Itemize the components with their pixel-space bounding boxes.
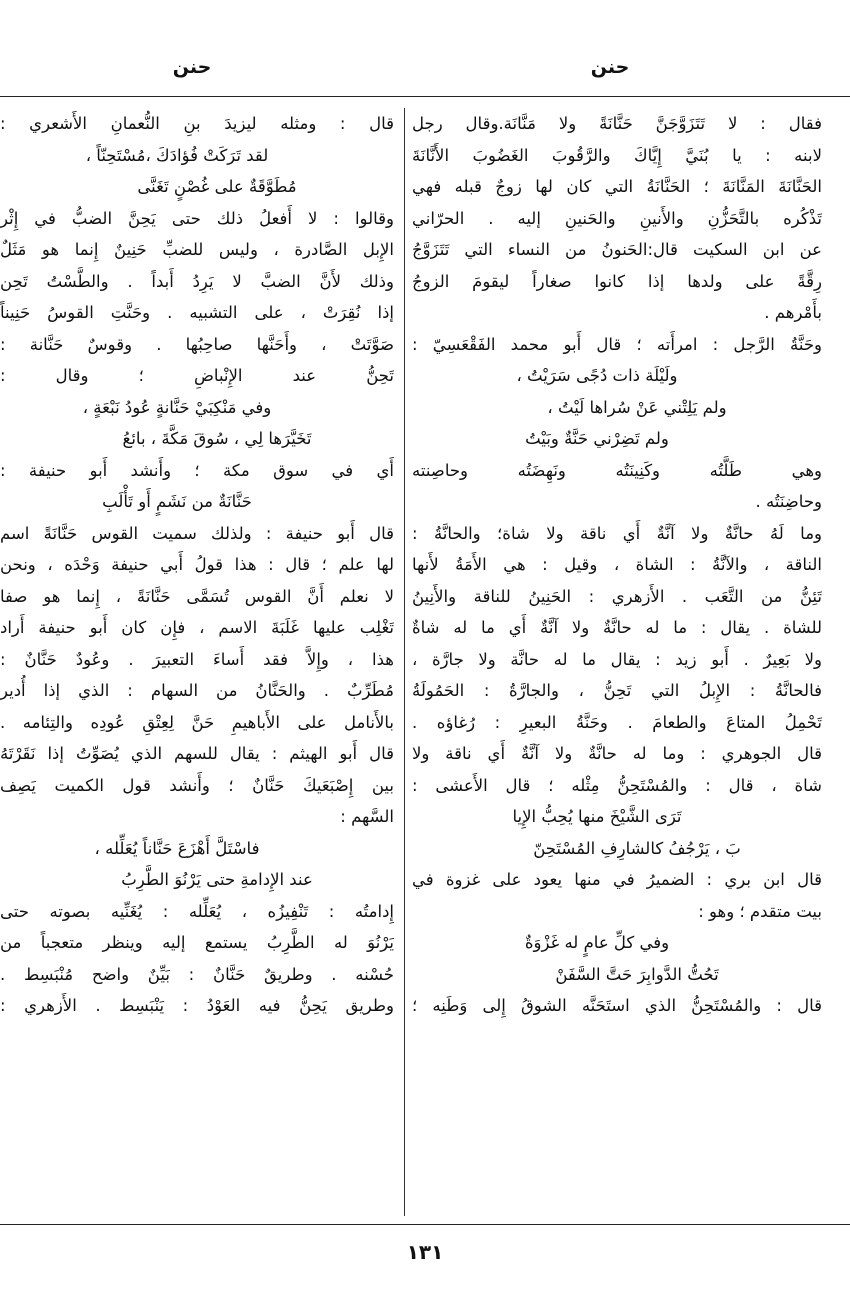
text-line: بأَمْرهم . xyxy=(764,303,822,322)
text-line: تَحِنُّ عند الإِنْباضِ ؛ وقال : xyxy=(0,366,394,385)
text-line: قال : ومثله ليزيدَ بنِ النُّعمانِ الأَشعري : xyxy=(0,114,394,133)
text-line: تَئِنُّ من التَّعَب . الأَزهري : الحَنِينُ للناقة والأَنِينُ xyxy=(412,586,822,606)
text-line: لها علم ؛ قال : هذا قولُ أَبي حنيفة وَحْدَه ، ونحن xyxy=(0,555,394,574)
text-line: أَي في سوق مكة ؛ وأَنشد أَبو حنيفة : xyxy=(0,460,394,480)
text-line: الحَنَّانَةَ المَنَّانَةَ ؛ الحَنَّانَةُ التي كان لها زوجٌ قبله فهي xyxy=(412,177,822,196)
verse-line: ولَيْلَة ذات دُجًى سَرَيْتُ ، xyxy=(516,366,678,385)
text-line: بيت متقدم ؛ وهو : xyxy=(698,901,822,921)
verse-line: وفي مَنْكِبَيْ حَنَّانةٍ عُودُ نَبْعَةٍ ، xyxy=(82,397,272,417)
text-line: لا نعلم أَنَّ القوس تُسَمَّى حَنَّانَةً ، إِنما هو صفا xyxy=(0,586,394,606)
column-divider xyxy=(404,108,405,1216)
text-line: إِدامتُه : تَنْفِيزُه ، يُعَلِّله : يُغَنِّيه بصوته حتى xyxy=(0,901,394,921)
text-line: ولا بَعِيرٌ . أَبو زيد : يقال ما له حانَّة ولا جارَّة ، xyxy=(412,649,822,669)
text-line: هذا ، وإِلاَّ فقد أَساءَ التعبيرَ . وعُودٌ حَنَّانٌ : xyxy=(0,649,394,669)
text-line: قال أَبو الهيثم : يقال للسهم الذي يُصَوِّتُ إذا نَقَرْتَهُ xyxy=(0,744,394,763)
footer-rule xyxy=(0,1224,850,1225)
verse-line: ولم تَضِرْني حَنَّةٌ وبَيْتُ xyxy=(525,429,669,448)
header-rule xyxy=(0,96,850,97)
text-line: وحَنَّةُ الرَّجل : امرأَته ؛ قال أَبو محمد الفَقْعَسِيّ : xyxy=(412,334,822,354)
text-line: فالحانَّةُ : الإِبلُ التي تَحِنُّ ، والجارَّةُ : الحَمُولَةُ xyxy=(412,681,822,700)
text-line: السَّهم : xyxy=(340,807,394,826)
text-line: للشاة . يقال : ما له حانَّةٌ ولا آنَّةٌ أَي ما له شاةٌ xyxy=(412,618,822,637)
verse-line: تَخَيَّرَها لِي ، سُوقَ مَكَّةَ ، بائعُ xyxy=(122,429,312,448)
text-line: وذلك لأَنَّ الضبَّ لا يَرِدُ أَبداً . والطَّسْتُ تَحِن xyxy=(0,271,394,291)
verse-line: تَحُتُّ الدَّوابِرَ حَتَّ السَّفَنْ xyxy=(555,964,719,984)
text-line: حُسْنه . وطريقٌ حَنَّانٌ : بَيِّنٌ واضح مُنْبَسِط . xyxy=(0,964,394,984)
verse-line: فاسْتَلَّ أَهْزَعَ حَنَّاناً يُعَلِّله ، xyxy=(94,838,260,858)
text-line: فقال : لا تَتَزَوَّجَنَّ حَنَّانَةً ولا مَنَّانَة.وقال رجل xyxy=(412,114,822,133)
text-line: وهي طَلَّتُه وكَنِينَتُه ونَهِضَتُه وحاصِنته xyxy=(412,460,822,480)
text-line: يَرْنُوَ له الطَّرِبُ يستمع إليه وينظر متعجباً من xyxy=(0,933,394,952)
text-line: وحاضِنَتُه . xyxy=(755,492,822,511)
right-column xyxy=(412,108,822,1022)
page-number: ١٣١ xyxy=(406,1240,444,1264)
text-line: وطريق يَحِنُّ فيه العَوْدُ : يَنْبَسِط . الأَزهري : xyxy=(0,996,394,1015)
running-head-right: حنن xyxy=(590,56,630,78)
text-line: وقالوا : لا أَفعلُ ذلك حتى يَحِنَّ الضبُّ في إِثْر xyxy=(0,208,394,228)
text-line: الإِبل الصَّادرة ، وليس للضبِّ حَنِينٌ إِنما هو مَثَلٌ xyxy=(0,240,394,259)
verse-line: ولم يَلِتْني عَنْ سُراها لَيْتُ ، xyxy=(547,397,727,417)
text-line: وما لَهُ حانَّةٌ ولا آنَّةٌ أَي ناقة ولا شاة؛ والحانَّةُ : xyxy=(412,523,822,543)
verse-line: مُطَوَّقَةٌ على غُصْنٍ تَغَنَّى xyxy=(137,177,297,196)
left-column xyxy=(0,108,394,1022)
text-line: قال أَبو حنيفة : ولذلك سميت القوس حَنَّانَةً اسم xyxy=(0,523,394,543)
text-line: عن ابن السكيت قال:الحَنونُ من النساء التي تَتَزَوَّجُ xyxy=(412,240,822,259)
verse-line: تَرَى الشَّيْخَ منها يُحِبُّ الإِيا xyxy=(512,807,682,826)
text-line: صَوَّتَتْ ، وأَحَنَّها صاحِبُها . وقوسٌ حَنَّانة : xyxy=(0,334,394,354)
text-line: بالأَنامل على الأَباهيمِ حَنَّ لِعِتْقِ عُودِه والتِئامه . xyxy=(0,712,394,732)
text-line: شاة ، قال : والمُسْتَحِنُّ مِثْله ؛ قال الأَعشى : xyxy=(412,775,822,795)
text-line: إذا نُقِرَتْ ، على التشبيه . وحَنَّتِ القوسُ حَنِيناً xyxy=(0,303,394,322)
verse-line: حَنَّانَةٌ من نَشَمٍ أَو تَأْلَبِ xyxy=(102,492,252,511)
text-line: قال : والمُسْتَحِنُّ الذي استَحَنَّه الشوقُ إِلى وَطَنِه ؛ xyxy=(412,996,822,1015)
text-line: بين إِصْبَعَيكَ حَنَّانٌ ؛ وأَنشد قول الكميت يَصِف xyxy=(0,775,394,795)
text-line: لابنه : يا بُنَيَّ إِيَّاكَ والرَّقُوبَ الغَضُوبَ الأَنَّانَةَ xyxy=(412,145,822,165)
verse-line: بَ ، يَرْجُفُ كالشارِفِ المُسْتَحِنّ xyxy=(533,838,741,858)
verse-line: لقد تَرَكَتْ فُؤادَكَ ،مُسْتَحِنّاً ، xyxy=(85,145,269,165)
verse-line: عند الإِدامةِ حتى يَرْنُوَ الطَّرِبُ xyxy=(121,870,313,889)
text-line: تَغْلِب عليها غَلَبَةَ الاسم ، فإِن كان أَبو حنيفة أَراد xyxy=(0,618,394,637)
verse-line: وفي كلِّ عامٍ له غَزْوَةٌ xyxy=(524,933,670,952)
text-line: مُطَرِّبٌ . والحَنَّانُ من السهام : الذي إذا أُدير xyxy=(0,681,394,700)
text-line: تَحْمِلُ المتاعَ والطعامَ . وحَنَّةُ البعيرِ : رُغاؤه . xyxy=(412,712,822,732)
running-head-left: حنن xyxy=(172,56,212,78)
text-line: قال ابن بري : الضميرُ في منها يعود على غزوة في xyxy=(412,870,822,889)
text-line: الناقة ، والآنَّةُ : الشاة ، وقيل : هي الأَمَةُ لأَنها xyxy=(412,555,822,574)
text-line: قال الجوهري : وما له حانَّةٌ ولا آنَّةٌ أَي ناقة ولا xyxy=(412,744,822,763)
text-line: تَذْكُره بالتَّحَزُّنِ والأَنينِ والحَنينِ إليه . الحرّاني xyxy=(412,208,822,228)
text-line: رِقَّةً على ولدها إذا كانوا صغاراً ليقومَ الزوجُ xyxy=(412,271,822,291)
